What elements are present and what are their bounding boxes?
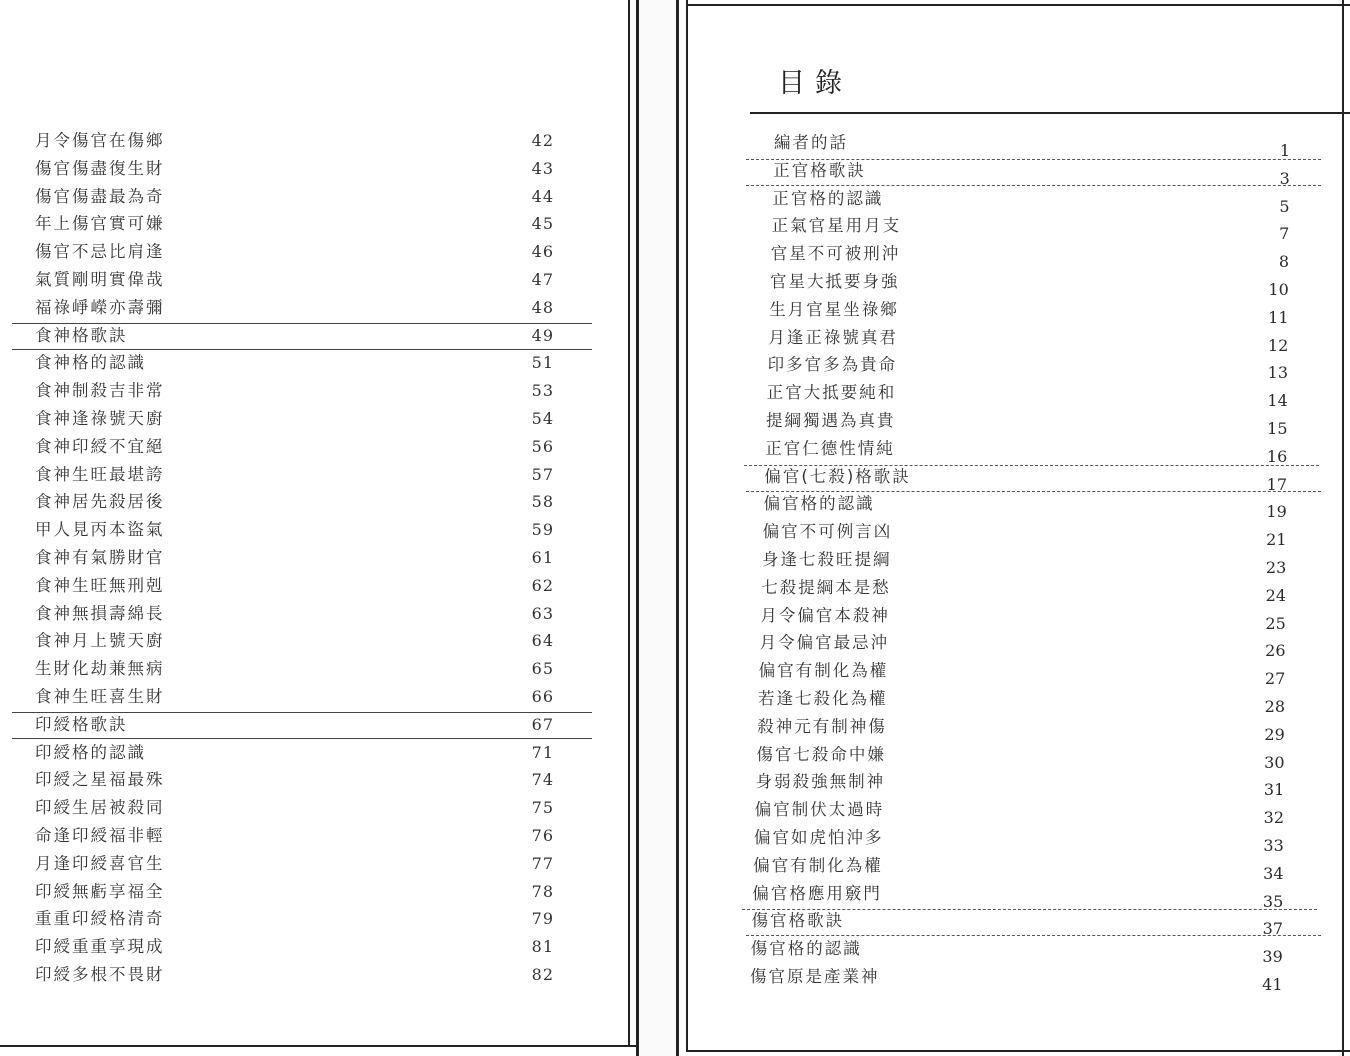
section-entry (0, 322, 620, 350)
entry-title: 印綬格歌訣 (35, 714, 128, 734)
right-page (676, 0, 1350, 1056)
entry-title: 傷官傷盡復生財 (35, 158, 165, 178)
entry-page-number: 15 (1267, 419, 1288, 438)
entry-page-number: 47 (531, 270, 554, 289)
entry-page-number: 33 (1263, 836, 1284, 855)
toc-entry (676, 324, 1336, 352)
entry-page-number: 74 (531, 770, 554, 790)
toc-entry (0, 544, 620, 572)
toc-entry (0, 349, 620, 377)
entry-page-number: 63 (531, 603, 554, 623)
toc-entry (0, 266, 620, 294)
toc-entry (676, 129, 1336, 157)
toc-entry (0, 155, 620, 183)
toc-entry (0, 461, 620, 489)
entry-page-number: 54 (531, 409, 554, 428)
entry-title: 年上傷官實可嫌 (35, 214, 165, 234)
entry-title: 食神居先殺居後 (35, 492, 165, 512)
toc-entry (0, 739, 620, 767)
entry-title: 傷官原是產業神 (750, 967, 880, 986)
entry-page-number: 11 (1268, 307, 1289, 327)
toc-entry (0, 822, 620, 850)
toc-entry (676, 435, 1336, 463)
entry-page-number: 26 (1265, 641, 1286, 661)
entry-title: 生財化劫兼無病 (35, 659, 165, 679)
entry-page-number: 65 (531, 659, 554, 679)
toc-entry (676, 490, 1336, 518)
toc-entry (0, 961, 620, 989)
entry-title: 偏官有制化為權 (758, 661, 889, 681)
entry-title: 印多官多為貴命 (767, 355, 898, 375)
toc-entry (0, 516, 620, 544)
entry-page-number: 71 (531, 742, 554, 762)
toc-entry (0, 905, 620, 933)
right-page-bottom-edge (686, 1050, 1350, 1052)
toc-entry (0, 433, 620, 461)
toc-entry (0, 766, 620, 794)
section-rule (12, 712, 592, 713)
entry-page-number: 16 (1266, 446, 1288, 466)
toc-entry (676, 407, 1336, 435)
entry-title: 正氣官星用月支 (771, 216, 902, 236)
entry-title: 偏官制伏太過時 (754, 800, 885, 820)
entry-title: 印綬之星福最殊 (35, 770, 165, 790)
entry-title: 偏官格的認識 (763, 494, 875, 514)
entry-title: 若逢七殺化為權 (758, 689, 888, 708)
right-page-edge-inner (686, 0, 688, 1050)
toc-entry (676, 657, 1336, 685)
entry-title: 偏官如虎怕沖多 (754, 828, 884, 847)
toc-entry (676, 824, 1336, 852)
section-rule (742, 909, 1317, 910)
entry-title: 食神生旺最堪誇 (35, 464, 165, 484)
toc-entry (0, 627, 620, 655)
entry-page-number: 61 (531, 548, 554, 567)
toc-entry (676, 768, 1336, 796)
entry-title: 正官仁德性情純 (765, 438, 895, 458)
entry-page-number: 76 (531, 826, 554, 845)
entry-page-number: 23 (1265, 558, 1287, 577)
entry-page-number: 25 (1265, 613, 1286, 633)
entry-title: 食神制殺吉非常 (35, 381, 165, 401)
entry-title: 食神有氣勝財官 (35, 548, 165, 567)
toc-entry (676, 935, 1336, 963)
entry-page-number: 14 (1267, 391, 1288, 411)
entry-title: 傷官七殺命中嫌 (756, 744, 886, 764)
entry-page-number: 24 (1265, 585, 1286, 605)
entry-page-number: 1 (1279, 141, 1290, 160)
toc-entry (0, 683, 620, 711)
toc-entry (676, 963, 1336, 991)
toc-entry (0, 127, 620, 155)
entry-page-number: 45 (531, 214, 554, 234)
entry-title: 官星不可被刑沖 (770, 244, 901, 264)
entry-page-number: 28 (1264, 697, 1285, 716)
toc-entry (676, 574, 1336, 602)
toc-entry (676, 741, 1336, 769)
right-page-side-edge (1342, 0, 1344, 1056)
entry-title: 七殺提綱本是愁 (761, 577, 891, 597)
toc-entry (0, 294, 620, 322)
entry-title: 編者的話 (774, 133, 848, 152)
toc-entry (676, 629, 1336, 657)
entry-page-number: 79 (531, 909, 554, 929)
entry-title: 月令偏官最忌沖 (759, 633, 890, 653)
heading-rule (750, 112, 1350, 114)
toc-heading: 目錄 (778, 68, 852, 99)
entry-title: 傷官格的認識 (750, 939, 862, 959)
toc-entry (0, 238, 620, 266)
entry-title: 傷官傷盡最為奇 (35, 186, 165, 206)
entry-page-number: 31 (1263, 780, 1285, 800)
entry-page-number: 32 (1263, 808, 1284, 828)
left-page-bottom-edge (0, 1045, 636, 1047)
entry-page-number: 51 (531, 353, 554, 373)
entry-title: 食神逢祿號天廚 (35, 409, 165, 428)
section-entry (676, 157, 1336, 185)
entry-title: 食神月上號天廚 (35, 631, 165, 651)
entry-title: 月令偏官本殺神 (760, 605, 890, 625)
section-entry (676, 907, 1336, 935)
section-entry (676, 463, 1336, 491)
right-page-top-edge (686, 4, 1350, 6)
toc-entry (676, 185, 1336, 213)
entry-page-number: 41 (1262, 975, 1283, 994)
toc-entry (676, 602, 1336, 630)
toc-entry (0, 210, 620, 238)
entry-title: 食神生旺無刑剋 (35, 575, 165, 595)
toc-entry (0, 405, 620, 433)
entry-title: 身逢七殺旺提綱 (762, 550, 892, 569)
toc-entry (0, 600, 620, 628)
entry-page-number: 58 (531, 492, 554, 512)
toc-entry (676, 268, 1336, 296)
toc-entry (0, 183, 620, 211)
entry-title: 食神無損壽綿長 (35, 603, 165, 623)
entry-page-number: 27 (1264, 669, 1286, 689)
toc-entry (676, 546, 1336, 574)
entry-title: 福祿崢嶸亦壽彌 (35, 297, 165, 317)
entry-title: 食神生旺喜生財 (35, 687, 165, 706)
entry-page-number: 59 (531, 520, 554, 540)
entry-page-number: 57 (531, 464, 554, 484)
entry-title: 甲人見丙本盜氣 (35, 520, 165, 540)
entry-page-number: 48 (531, 297, 554, 317)
section-rule (744, 465, 1319, 466)
entry-page-number: 56 (531, 436, 554, 456)
section-entry (0, 711, 620, 739)
entry-page-number: 66 (531, 687, 554, 706)
entry-page-number: 34 (1263, 863, 1284, 883)
left-page (0, 0, 640, 1056)
toc-entry (676, 685, 1336, 713)
entry-page-number: 8 (1278, 252, 1289, 272)
section-rule (746, 159, 1321, 160)
entry-page-number: 67 (531, 714, 554, 734)
entry-page-number: 13 (1267, 363, 1288, 383)
entry-page-number: 46 (531, 242, 554, 262)
entry-title: 食神印綬不宜絕 (35, 436, 165, 456)
toc-entry (676, 796, 1336, 824)
entry-page-number: 77 (531, 853, 554, 873)
toc-entry (676, 379, 1336, 407)
entry-title: 身弱殺強無制神 (755, 772, 886, 792)
toc-entry (676, 518, 1336, 546)
entry-title: 官星大抵要身強 (770, 272, 900, 291)
entry-title: 正官格的認識 (772, 188, 884, 208)
toc-entry (0, 878, 620, 906)
toc-entry (0, 794, 620, 822)
toc-entry (0, 655, 620, 683)
left-page-edge-outer (636, 0, 639, 1056)
entry-page-number: 42 (531, 131, 554, 150)
entry-title: 正官格歌訣 (773, 160, 866, 180)
entry-title: 偏官有制化為權 (753, 855, 883, 875)
entry-page-number: 21 (1266, 530, 1287, 550)
entry-page-number: 78 (531, 881, 554, 901)
entry-page-number: 43 (531, 158, 554, 178)
entry-page-number: 75 (531, 798, 554, 818)
toc-entry (676, 852, 1336, 880)
entry-page-number: 64 (531, 631, 554, 651)
entry-page-number: 35 (1262, 891, 1284, 911)
entry-title: 印綬無虧享福全 (35, 881, 165, 901)
entry-title: 印綬生居被殺同 (35, 798, 165, 818)
entry-page-number: 44 (531, 186, 554, 206)
entry-title: 正官大抵要純和 (766, 383, 897, 403)
entry-title: 傷官格歌訣 (751, 911, 845, 931)
section-rule (12, 323, 592, 324)
entry-page-number: 81 (531, 937, 554, 957)
toc-entry (676, 212, 1336, 240)
toc-entry (676, 713, 1336, 741)
entry-title: 偏官格應用竅門 (752, 883, 882, 903)
entry-title: 月逢印綬喜官生 (35, 853, 165, 873)
entry-page-number: 10 (1268, 280, 1289, 299)
entry-page-number: 3 (1279, 168, 1290, 188)
toc-entry (676, 351, 1336, 379)
entry-title: 月逢正祿號真君 (768, 327, 898, 347)
toc-entry (0, 850, 620, 878)
entry-page-number: 17 (1266, 474, 1287, 494)
entry-page-number: 37 (1262, 919, 1283, 939)
entry-page-number: 49 (531, 325, 554, 345)
entry-title: 食神格的認識 (35, 353, 146, 373)
entry-title: 傷官不忌比肩逢 (35, 242, 165, 262)
entry-title: 偏官不可例言凶 (762, 522, 893, 542)
entry-page-number: 39 (1262, 947, 1283, 967)
entry-title: 重重印綬格清奇 (35, 909, 165, 929)
entry-page-number: 53 (531, 381, 554, 401)
toc-entry (0, 377, 620, 405)
entry-title: 印綬格的認識 (35, 742, 146, 762)
toc-entry (0, 933, 620, 961)
entry-page-number: 5 (1279, 196, 1290, 216)
entry-page-number: 30 (1264, 752, 1285, 772)
entry-page-number: 29 (1264, 724, 1285, 744)
entry-title: 偏官(七殺)格歌訣 (764, 466, 911, 486)
entry-page-number: 7 (1279, 224, 1290, 244)
book-gutter (640, 0, 676, 1056)
entry-title: 命逢印綬福非輕 (35, 826, 165, 845)
left-page-edge-inner (628, 0, 630, 1045)
entry-title: 印綬多根不畏財 (35, 965, 165, 984)
entry-title: 印綬重重享現成 (35, 937, 165, 957)
toc-entry (676, 880, 1336, 908)
entry-title: 生月官星坐祿鄉 (769, 299, 899, 319)
toc-entry (0, 488, 620, 516)
right-page-edge-outer (676, 0, 679, 1056)
entry-page-number: 19 (1266, 502, 1287, 522)
entry-page-number: 82 (531, 965, 554, 984)
entry-title: 提綱獨遇為真貴 (766, 411, 896, 430)
entry-title: 食神格歌訣 (35, 325, 128, 345)
toc-entry (0, 572, 620, 600)
toc-entry (676, 296, 1336, 324)
entry-title: 氣質剛明實偉哉 (35, 270, 165, 289)
entry-page-number: 62 (531, 575, 554, 595)
entry-title: 月令傷官在傷鄉 (35, 131, 165, 150)
entry-page-number: 12 (1267, 335, 1289, 355)
entry-title: 殺神元有制神傷 (757, 716, 887, 736)
toc-entry (676, 240, 1336, 268)
